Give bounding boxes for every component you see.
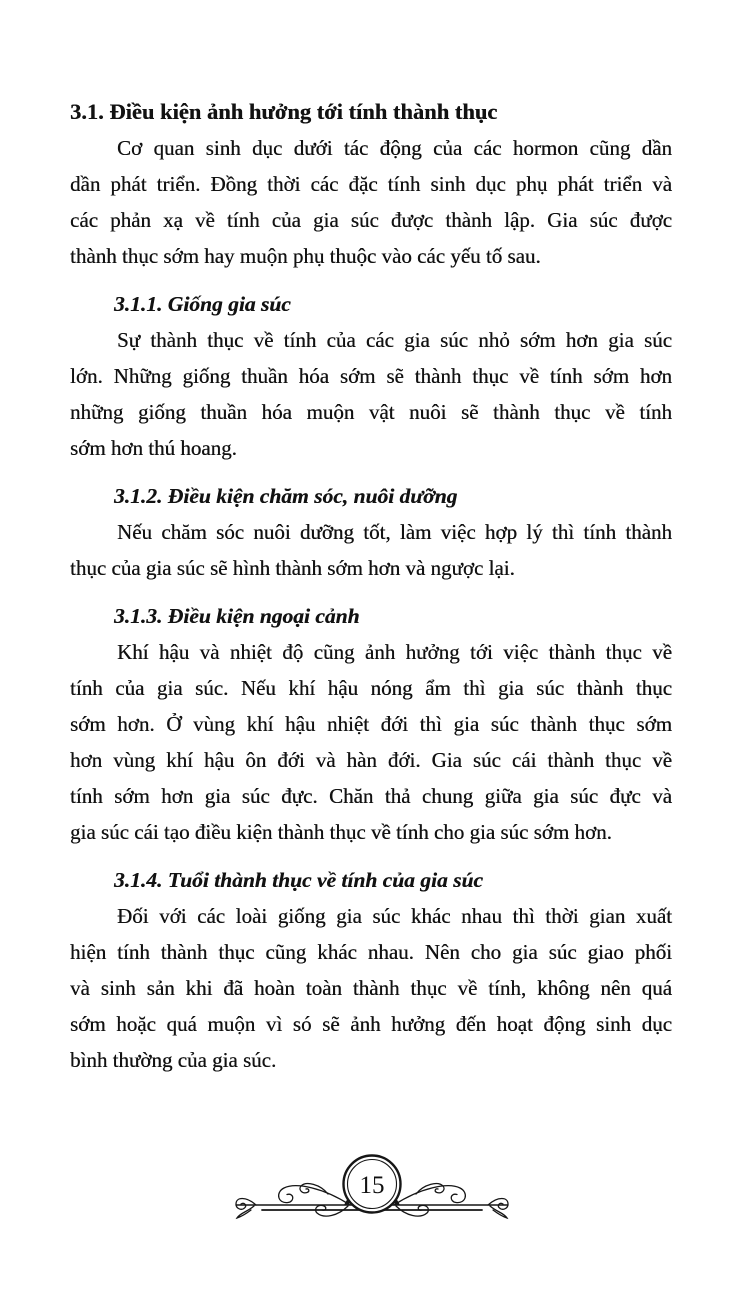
text-line: hơn vùng khí hậu ôn đới và hàn đới. Gia súc cái thành thục về — [70, 748, 672, 772]
text-line: hiện tính thành thục cũng khác nhau. Nên cho gia súc giao phối — [70, 940, 672, 964]
text-line: sớm hơn. Ở vùng khí hậu nhiệt đới thì gia súc thành thục sớm — [70, 712, 672, 736]
text-line: bình thường của gia súc. — [70, 1048, 277, 1072]
text-line: tính của gia súc. Nếu khí hậu nóng ẩm thì gia súc thành thục — [70, 676, 672, 700]
text-line: thục của gia súc sẽ hình thành sớm hơn và ngược lại. — [70, 556, 515, 580]
page-number: 15 — [359, 1172, 385, 1199]
paragraph — [70, 898, 672, 1078]
text-line: Sự thành thục về tính của các gia súc nhỏ sớm hơn gia súc — [117, 328, 672, 352]
page-footer — [232, 1150, 512, 1226]
page-heading: 3.1. Điều kiện ảnh hưởng tới tính thành thục — [70, 99, 498, 124]
text-line: sớm hơn thú hoang. — [70, 436, 237, 460]
paragraph — [70, 130, 672, 274]
text-line: và sinh sản khi đã hoàn toàn thành thục về tính, không nên quá — [70, 976, 672, 1000]
text-line: gia súc cái tạo điều kiện thành thục về tính cho gia súc sớm hơn. — [70, 820, 612, 844]
text-line: thành thục sớm hay muộn phụ thuộc vào các yếu tố sau. — [70, 244, 541, 268]
text-line: Cơ quan sinh dục dưới tác động của các hormon cũng dần — [117, 136, 672, 160]
paragraph — [70, 514, 672, 586]
footer-ornament — [232, 1150, 512, 1226]
text-column — [70, 94, 672, 1078]
text-line: các phản xạ về tính của gia súc được thành lập. Gia súc được — [70, 208, 672, 232]
text-line: những giống thuần hóa muộn vật nuôi sẽ thành thục về tính — [70, 400, 672, 424]
section-heading-tuoi-thanh-thuc: 3.1.4. Tuổi thành thục về tính của gia súc — [114, 868, 483, 892]
text-line: Đối với các loài giống gia súc khác nhau thì thời gian xuất — [117, 904, 672, 928]
paragraph — [70, 634, 672, 850]
text-line: tính sớm hơn gia súc đực. Chăn thả chung giữa gia súc đực và — [70, 784, 672, 808]
text-line: Khí hậu và nhiệt độ cũng ảnh hưởng tới việc thành thục về — [117, 640, 672, 664]
text-line: Nếu chăm sóc nuôi dưỡng tốt, làm việc hợp lý thì tính thành — [117, 520, 672, 544]
text-line: lớn. Những giống thuần hóa sớm sẽ thành thục về tính sớm hơn — [70, 364, 672, 388]
text-line: sớm hoặc quá muộn vì só sẽ ảnh hưởng đến hoạt động sinh dục — [70, 1012, 672, 1036]
text-line: dần phát triển. Đồng thời các đặc tính sinh dục phụ phát triển và — [70, 172, 672, 196]
section-heading-ngoai-canh: 3.1.3. Điều kiện ngoại cảnh — [114, 604, 360, 628]
section-heading-cham-soc-nuoi-duong: 3.1.2. Điều kiện chăm sóc, nuôi dưỡng — [114, 484, 458, 508]
paragraph — [70, 322, 672, 466]
section-heading-giong-gia-suc: 3.1.1. Giống gia súc — [114, 292, 291, 316]
